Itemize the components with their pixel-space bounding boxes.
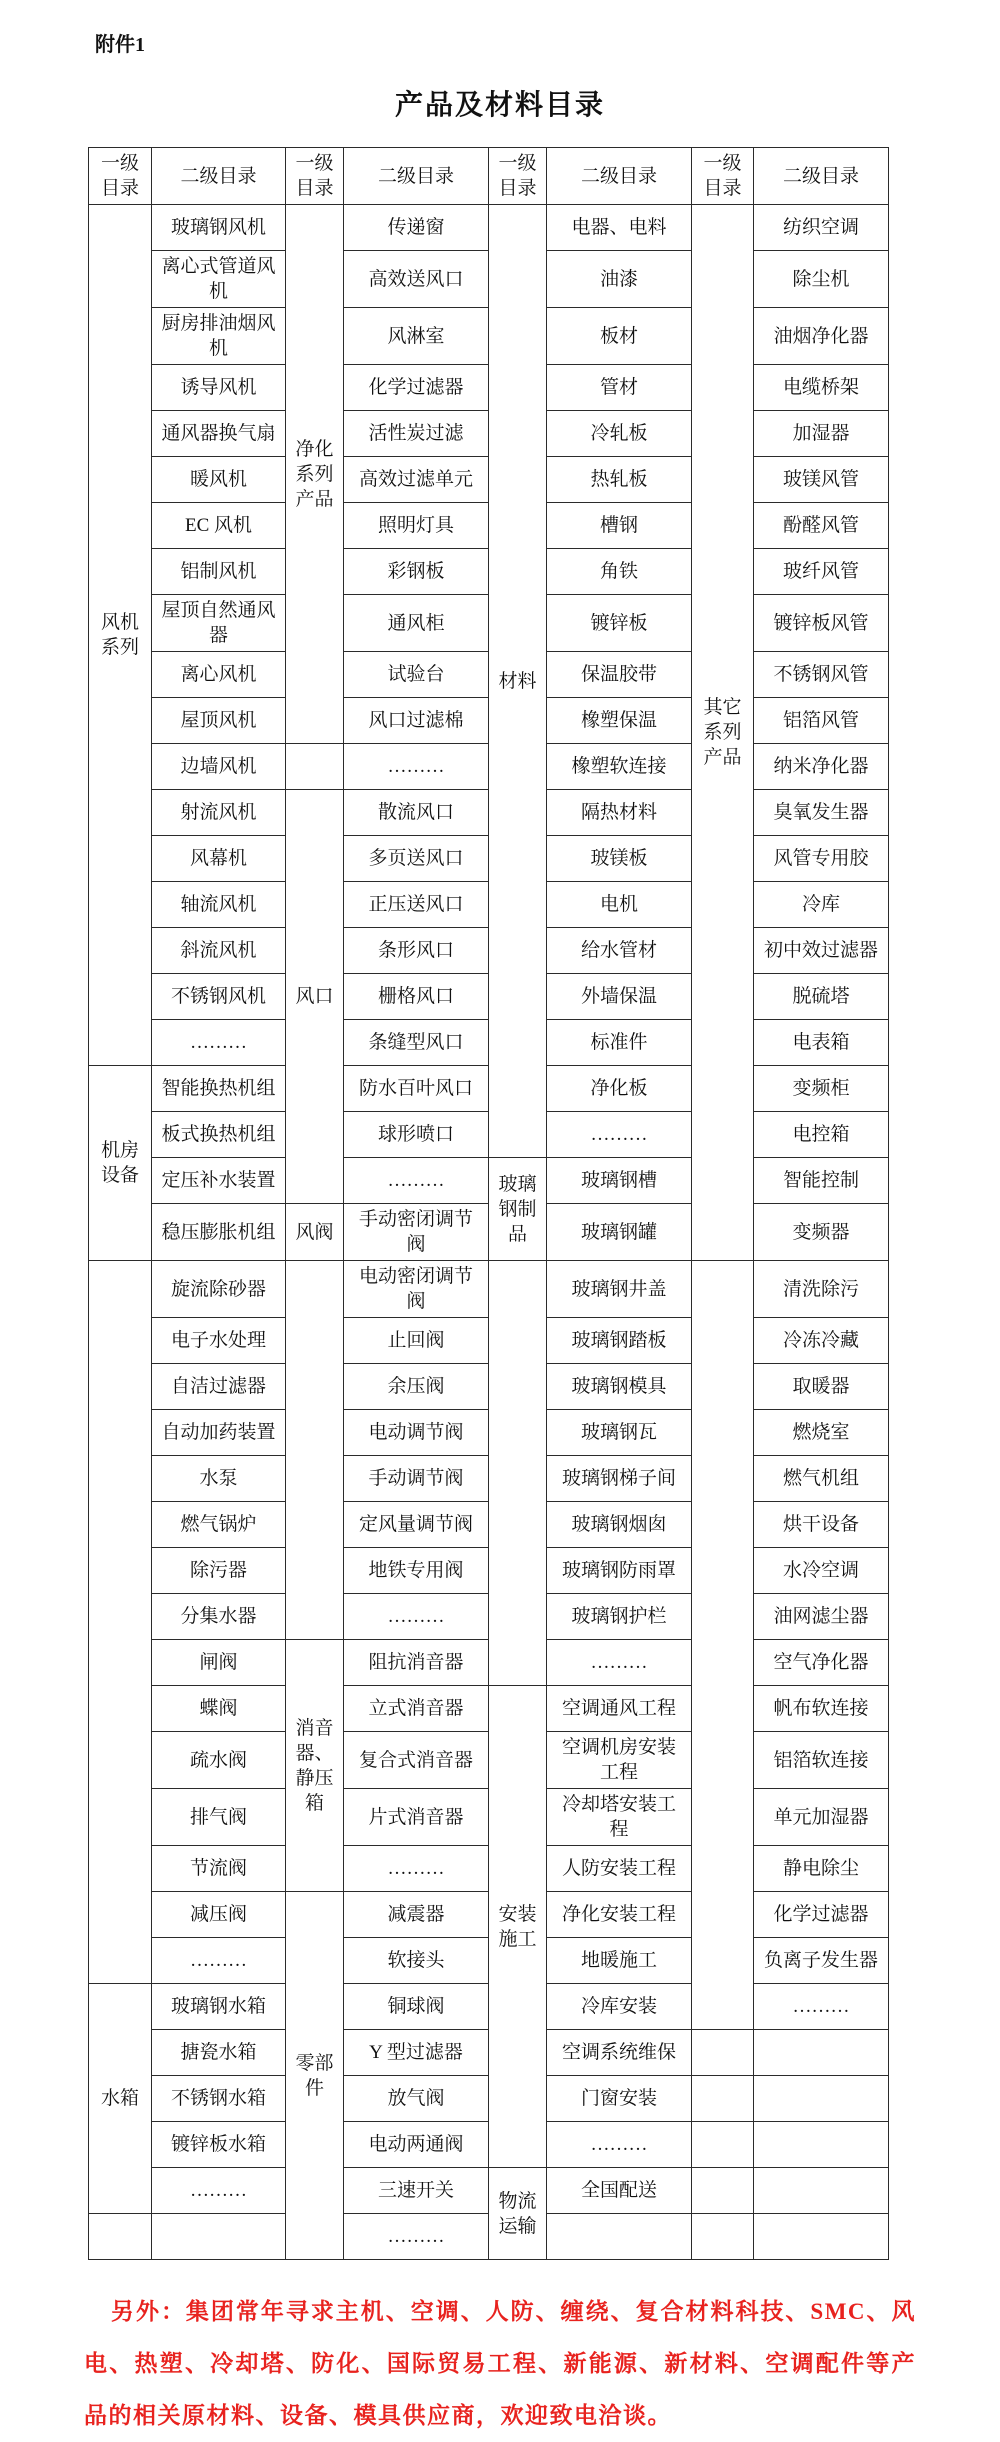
item-cell: 燃气锅炉 [152, 1502, 286, 1548]
item-cell: 定压补水装置 [152, 1158, 286, 1204]
item-cell: 脱硫塔 [754, 974, 889, 1020]
item-cell: 玻纤风管 [754, 549, 889, 595]
item-cell: 不锈钢风管 [754, 652, 889, 698]
item-cell: 玻璃钢罐 [547, 1204, 692, 1261]
item-cell: 冷冻冷藏 [754, 1318, 889, 1364]
item-cell: 射流风机 [152, 790, 286, 836]
item-cell: 减压阀 [152, 1892, 286, 1938]
item-cell: 智能换热机组 [152, 1066, 286, 1112]
level1-cell: 消音器、静压箱 [286, 1640, 344, 1892]
item-cell: 玻璃钢模具 [547, 1364, 692, 1410]
item-cell: 复合式消音器 [344, 1732, 489, 1789]
header-cell: 二级目录 [547, 148, 692, 205]
header-cell: 二级目录 [754, 148, 889, 205]
item-cell: 门窗安装 [547, 2076, 692, 2122]
item-cell: ……… [152, 1020, 286, 1066]
item-cell: 不锈钢风机 [152, 974, 286, 1020]
item-cell: 外墙保温 [547, 974, 692, 1020]
item-cell: 减震器 [344, 1892, 489, 1938]
level1-cell-empty [692, 2076, 754, 2122]
item-cell: 臭氧发生器 [754, 790, 889, 836]
item-cell: 屋顶风机 [152, 698, 286, 744]
item-cell: 燃气机组 [754, 1456, 889, 1502]
level1-cell-empty [89, 2214, 152, 2260]
item-cell: 高效送风口 [344, 251, 489, 308]
item-cell: 初中效过滤器 [754, 928, 889, 974]
item-cell: ……… [754, 1984, 889, 2030]
item-cell: 热轧板 [547, 457, 692, 503]
item-cell: 彩钢板 [344, 549, 489, 595]
item-cell: 试验台 [344, 652, 489, 698]
item-cell: 余压阀 [344, 1364, 489, 1410]
item-cell: 空气净化器 [754, 1640, 889, 1686]
item-cell: 铝箔软连接 [754, 1732, 889, 1789]
item-cell: 电表箱 [754, 1020, 889, 1066]
item-cell: 智能控制 [754, 1158, 889, 1204]
item-cell: ……… [547, 1640, 692, 1686]
header-cell: 二级目录 [344, 148, 489, 205]
item-cell: ……… [152, 1938, 286, 1984]
item-cell: 取暖器 [754, 1364, 889, 1410]
item-cell: 玻璃钢烟囱 [547, 1502, 692, 1548]
item-cell: 燃烧室 [754, 1410, 889, 1456]
item-cell: 通风器换气扇 [152, 411, 286, 457]
item-cell-empty [754, 2122, 889, 2168]
item-cell: 通风柜 [344, 595, 489, 652]
item-cell: 铝箔风管 [754, 698, 889, 744]
item-cell: 玻镁风管 [754, 457, 889, 503]
item-cell: 铝制风机 [152, 549, 286, 595]
item-cell: 条缝型风口 [344, 1020, 489, 1066]
item-cell: 镀锌板水箱 [152, 2122, 286, 2168]
item-cell: 空调通风工程 [547, 1686, 692, 1732]
item-cell: 冷却塔安装工程 [547, 1789, 692, 1846]
level1-cell-empty [286, 744, 344, 790]
item-cell: 静电除尘 [754, 1846, 889, 1892]
item-cell: 空调系统维保 [547, 2030, 692, 2076]
item-cell: ……… [547, 1112, 692, 1158]
item-cell: 诱导风机 [152, 365, 286, 411]
level1-cell: 其它系列产品 [692, 205, 754, 1261]
item-cell: 电动两通阀 [344, 2122, 489, 2168]
item-cell: 空调机房安装工程 [547, 1732, 692, 1789]
item-cell: 水冷空调 [754, 1548, 889, 1594]
page-title: 产品及材料目录 [394, 90, 605, 121]
item-cell: 搪瓷水箱 [152, 2030, 286, 2076]
level1-cell: 零部件 [286, 1892, 344, 2260]
item-cell: 高效过滤单元 [344, 457, 489, 503]
level1-cell: 材料 [489, 205, 547, 1158]
item-cell: 条形风口 [344, 928, 489, 974]
level1-cell-empty [692, 2168, 754, 2214]
item-cell: 电动调节阀 [344, 1410, 489, 1456]
item-cell: 阻抗消音器 [344, 1640, 489, 1686]
item-cell: 电器、电料 [547, 205, 692, 251]
item-cell: 玻璃钢护栏 [547, 1594, 692, 1640]
item-cell: ……… [344, 1846, 489, 1892]
item-cell-empty [754, 2214, 889, 2260]
level1-cell: 风口 [286, 790, 344, 1204]
item-cell: 化学过滤器 [754, 1892, 889, 1938]
level1-cell-empty [692, 2214, 754, 2260]
header-cell: 一级目录 [286, 148, 344, 205]
item-cell: 变频器 [754, 1204, 889, 1261]
item-cell: 排气阀 [152, 1789, 286, 1846]
level1-cell: 物流运输 [489, 2168, 547, 2260]
item-cell: 风幕机 [152, 836, 286, 882]
item-cell: ……… [547, 2122, 692, 2168]
item-cell: 清洗除污 [754, 1261, 889, 1318]
item-cell: 离心式管道风机 [152, 251, 286, 308]
item-cell: 旋流除砂器 [152, 1261, 286, 1318]
item-cell: 自动加药装置 [152, 1410, 286, 1456]
level1-cell: 净化系列产品 [286, 205, 344, 744]
item-cell: 化学过滤器 [344, 365, 489, 411]
item-cell: 离心风机 [152, 652, 286, 698]
item-cell: 疏水阀 [152, 1732, 286, 1789]
item-cell: 地暖施工 [547, 1938, 692, 1984]
catalog-table [88, 147, 889, 2260]
item-cell: 电机 [547, 882, 692, 928]
item-cell: 人防安装工程 [547, 1846, 692, 1892]
item-cell: 手动密闭调节阀 [344, 1204, 489, 1261]
item-cell: 板材 [547, 308, 692, 365]
item-cell: 橡塑保温 [547, 698, 692, 744]
level1-cell-empty [89, 1261, 152, 1984]
item-cell: 电控箱 [754, 1112, 889, 1158]
item-cell: ……… [344, 2214, 489, 2260]
item-cell: 暖风机 [152, 457, 286, 503]
item-cell: 油网滤尘器 [754, 1594, 889, 1640]
item-cell: 玻璃钢水箱 [152, 1984, 286, 2030]
item-cell: 三速开关 [344, 2168, 489, 2214]
level1-cell-empty [286, 1261, 344, 1640]
item-cell: ……… [344, 1158, 489, 1204]
item-cell: 蝶阀 [152, 1686, 286, 1732]
item-cell: 风淋室 [344, 308, 489, 365]
item-cell: 自洁过滤器 [152, 1364, 286, 1410]
item-cell: ……… [344, 744, 489, 790]
item-cell: 纳米净化器 [754, 744, 889, 790]
item-cell-empty [754, 2030, 889, 2076]
item-cell: 稳压膨胀机组 [152, 1204, 286, 1261]
item-cell: 帆布软连接 [754, 1686, 889, 1732]
item-cell-empty [152, 2214, 286, 2260]
level1-cell-empty [692, 2122, 754, 2168]
item-cell: 单元加湿器 [754, 1789, 889, 1846]
item-cell: 电子水处理 [152, 1318, 286, 1364]
item-cell: 多页送风口 [344, 836, 489, 882]
item-cell: 酚醛风管 [754, 503, 889, 549]
item-cell: 角铁 [547, 549, 692, 595]
header-cell: 一级目录 [489, 148, 547, 205]
item-cell: 变频柜 [754, 1066, 889, 1112]
item-cell: 风管专用胶 [754, 836, 889, 882]
item-cell: 闸阀 [152, 1640, 286, 1686]
item-cell: 止回阀 [344, 1318, 489, 1364]
item-cell: 玻璃钢瓦 [547, 1410, 692, 1456]
item-cell: 冷轧板 [547, 411, 692, 457]
item-cell: 水泵 [152, 1456, 286, 1502]
item-cell: 防水百叶风口 [344, 1066, 489, 1112]
item-cell: 电动密闭调节阀 [344, 1261, 489, 1318]
level1-cell-empty [692, 1261, 754, 2030]
item-cell: 冷库安装 [547, 1984, 692, 2030]
item-cell: 屋顶自然通风器 [152, 595, 286, 652]
item-cell: 玻璃钢防雨罩 [547, 1548, 692, 1594]
header-cell: 二级目录 [152, 148, 286, 205]
item-cell: 玻镁板 [547, 836, 692, 882]
item-cell-empty [754, 2076, 889, 2122]
item-cell: 玻璃钢风机 [152, 205, 286, 251]
level1-cell-empty [692, 2030, 754, 2076]
item-cell: 电缆桥架 [754, 365, 889, 411]
item-cell: 散流风口 [344, 790, 489, 836]
item-cell: ……… [344, 1594, 489, 1640]
level1-cell: 机房设备 [89, 1066, 152, 1261]
item-cell: 净化板 [547, 1066, 692, 1112]
item-cell: 给水管材 [547, 928, 692, 974]
item-cell: 节流阀 [152, 1846, 286, 1892]
item-cell: 活性炭过滤 [344, 411, 489, 457]
item-cell: 正压送风口 [344, 882, 489, 928]
item-cell: 隔热材料 [547, 790, 692, 836]
item-cell: 纺织空调 [754, 205, 889, 251]
footer-note: 另外：集团常年寻求主机、空调、人防、缠绕、复合材料科技、SMC、风电、热塑、冷却塔、防化、国际贸易工程、新能源、新材料、空调配件等产品的相关原材料、设备、模具供应商，欢迎致电洽谈。 [84, 2299, 916, 2428]
level1-cell: 玻璃钢制品 [489, 1158, 547, 1261]
level1-cell: 风阀 [286, 1204, 344, 1261]
item-cell: 片式消音器 [344, 1789, 489, 1846]
item-cell: 地铁专用阀 [344, 1548, 489, 1594]
item-cell: 铜球阀 [344, 1984, 489, 2030]
header-cell: 一级目录 [89, 148, 152, 205]
item-cell: 标准件 [547, 1020, 692, 1066]
item-cell: 除污器 [152, 1548, 286, 1594]
item-cell: 定风量调节阀 [344, 1502, 489, 1548]
item-cell: Y 型过滤器 [344, 2030, 489, 2076]
header-cell: 一级目录 [692, 148, 754, 205]
item-cell: 栅格风口 [344, 974, 489, 1020]
item-cell-empty [754, 2168, 889, 2214]
level1-cell-empty [489, 1261, 547, 1686]
item-cell: 玻璃钢梯子间 [547, 1456, 692, 1502]
item-cell: ……… [152, 2168, 286, 2214]
item-cell: 负离子发生器 [754, 1938, 889, 1984]
item-cell: 槽钢 [547, 503, 692, 549]
catalog-table-body [89, 205, 889, 2260]
item-cell: 玻璃钢井盖 [547, 1261, 692, 1318]
item-cell: EC 风机 [152, 503, 286, 549]
item-cell: 放气阀 [344, 2076, 489, 2122]
catalog-table-head [89, 148, 889, 205]
item-cell: 玻璃钢踏板 [547, 1318, 692, 1364]
item-cell: 油烟净化器 [754, 308, 889, 365]
item-cell: 轴流风机 [152, 882, 286, 928]
item-cell: 立式消音器 [344, 1686, 489, 1732]
item-cell: 净化安装工程 [547, 1892, 692, 1938]
attachment-label: 附件1 [95, 34, 145, 56]
item-cell: 软接头 [344, 1938, 489, 1984]
item-cell: 加湿器 [754, 411, 889, 457]
item-cell: 边墙风机 [152, 744, 286, 790]
item-cell: 厨房排油烟风机 [152, 308, 286, 365]
item-cell: 保温胶带 [547, 652, 692, 698]
item-cell: 球形喷口 [344, 1112, 489, 1158]
item-cell: 玻璃钢槽 [547, 1158, 692, 1204]
item-cell: 分集水器 [152, 1594, 286, 1640]
level1-cell: 安装施工 [489, 1686, 547, 2168]
item-cell: 管材 [547, 365, 692, 411]
item-cell: 板式换热机组 [152, 1112, 286, 1158]
item-cell: 不锈钢水箱 [152, 2076, 286, 2122]
item-cell: 除尘机 [754, 251, 889, 308]
item-cell: 斜流风机 [152, 928, 286, 974]
item-cell: 冷库 [754, 882, 889, 928]
item-cell: 全国配送 [547, 2168, 692, 2214]
item-cell: 风口过滤棉 [344, 698, 489, 744]
item-cell: 镀锌板 [547, 595, 692, 652]
level1-cell: 风机系列 [89, 205, 152, 1066]
item-cell: 油漆 [547, 251, 692, 308]
item-cell: 烘干设备 [754, 1502, 889, 1548]
item-cell-empty [547, 2214, 692, 2260]
item-cell: 橡塑软连接 [547, 744, 692, 790]
level1-cell: 水箱 [89, 1984, 152, 2214]
item-cell: 镀锌板风管 [754, 595, 889, 652]
item-cell: 传递窗 [344, 205, 489, 251]
item-cell: 手动调节阀 [344, 1456, 489, 1502]
item-cell: 照明灯具 [344, 503, 489, 549]
